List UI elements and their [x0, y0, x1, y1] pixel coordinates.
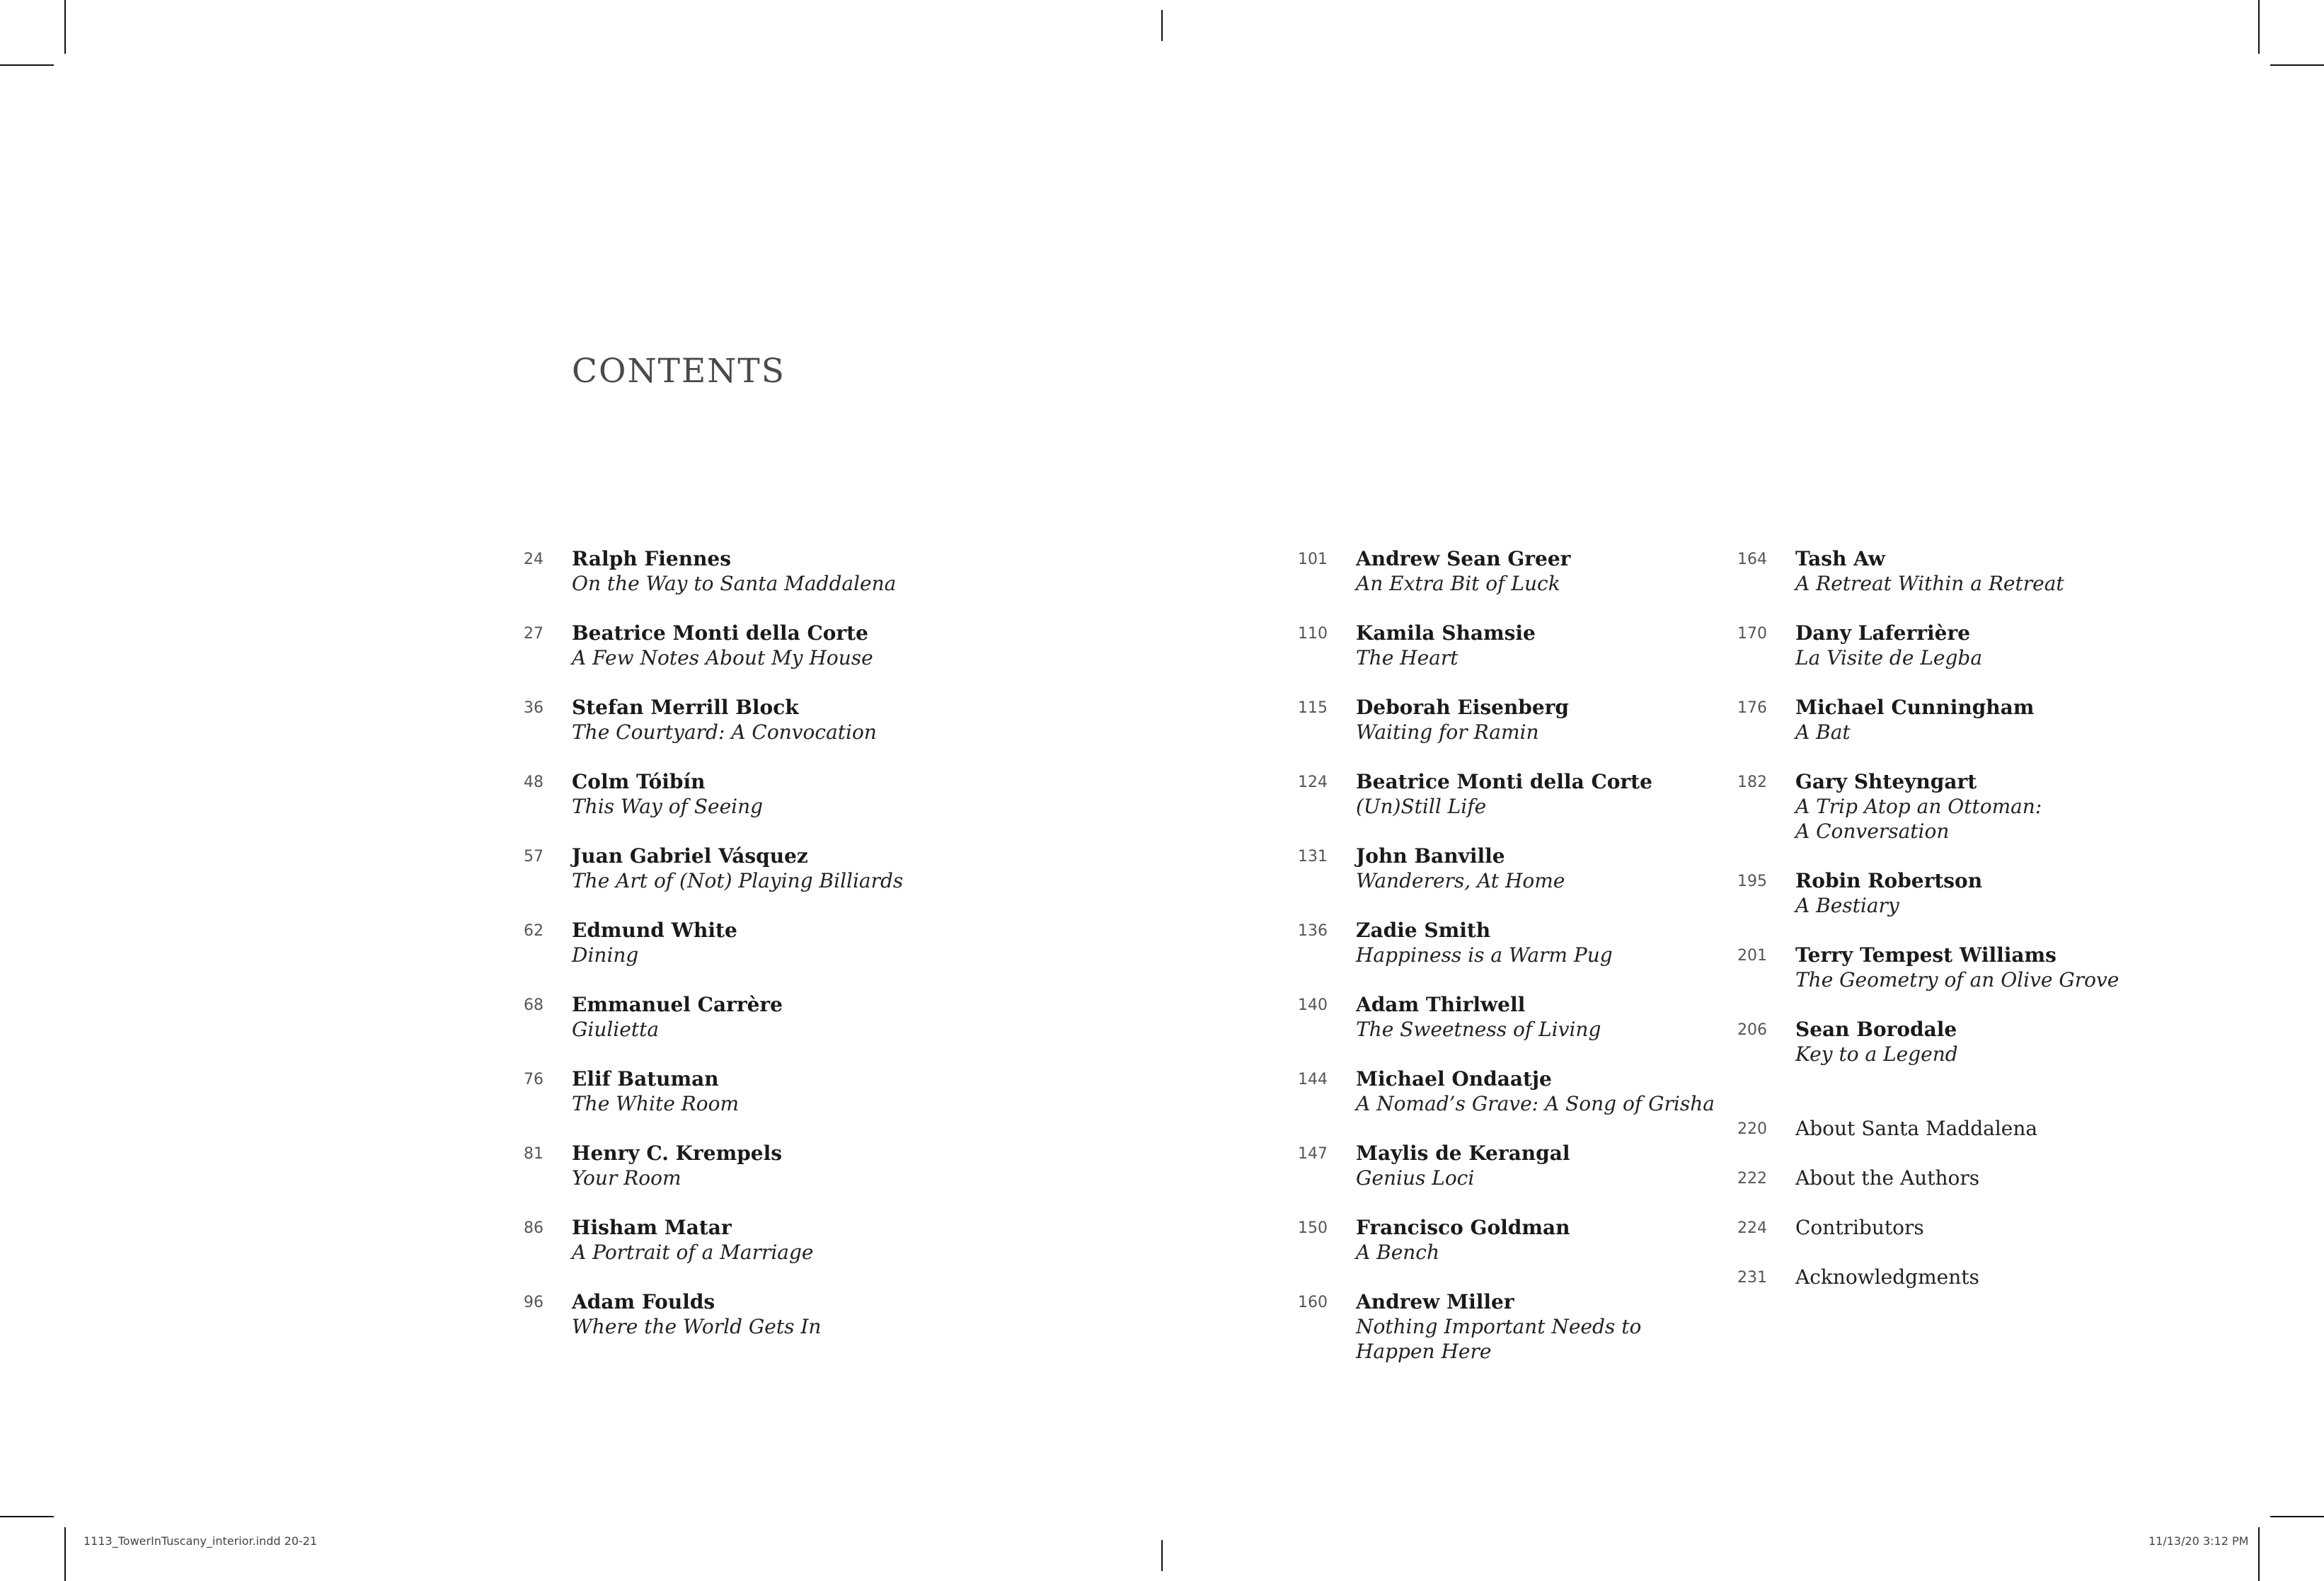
- page-number: 110: [1298, 625, 1328, 643]
- work-title: On the Way to Santa Maddalena: [572, 572, 897, 595]
- work-title: A Bestiary: [1795, 894, 1899, 917]
- crop-mark: [2258, 0, 2260, 54]
- page-title: CONTENTS: [572, 352, 786, 391]
- author-name: Henry C. Krempels: [572, 1142, 783, 1165]
- page-number: 195: [1737, 873, 1767, 890]
- author-name: Michael Ondaatje: [1356, 1067, 1552, 1091]
- page-number: 101: [1298, 551, 1328, 568]
- author-name: Adam Foulds: [572, 1290, 715, 1313]
- work-title: Happiness is a Warm Pug: [1356, 943, 1613, 967]
- page-number: 201: [1737, 947, 1767, 965]
- page-number: 206: [1737, 1021, 1767, 1039]
- page-number: 164: [1737, 551, 1767, 568]
- work-title: Where the World Gets In: [572, 1315, 822, 1338]
- work-title: Nothing Important Needs to: [1356, 1315, 1642, 1338]
- page-number: 131: [1298, 848, 1328, 866]
- crop-mark: [64, 0, 66, 54]
- page-number: 76: [524, 1071, 543, 1088]
- page-number: 140: [1298, 996, 1328, 1014]
- author-name: Andrew Sean Greer: [1356, 547, 1571, 570]
- page-number: 62: [524, 922, 543, 940]
- crop-mark: [0, 1516, 54, 1517]
- author-name: Hisham Matar: [572, 1216, 732, 1239]
- author-name: Adam Thirlwell: [1356, 993, 1526, 1016]
- work-title: The Sweetness of Living: [1356, 1018, 1601, 1041]
- page-number: 136: [1298, 922, 1328, 940]
- page-number: 170: [1737, 625, 1767, 643]
- crop-mark: [2270, 64, 2324, 66]
- page-number: 86: [524, 1219, 543, 1237]
- page-number: 115: [1298, 699, 1328, 717]
- backmatter-label: About Santa Maddalena: [1795, 1117, 2038, 1140]
- work-title: Dining: [572, 943, 639, 967]
- page-number: 160: [1298, 1294, 1328, 1311]
- work-title: The Heart: [1356, 646, 1459, 669]
- author-name: Francisco Goldman: [1356, 1216, 1570, 1239]
- author-name: Colm Tóibín: [572, 770, 706, 793]
- author-name: Maylis de Kerangal: [1356, 1142, 1570, 1165]
- work-title: Waiting for Ramin: [1356, 720, 1539, 744]
- work-title: The White Room: [572, 1092, 740, 1115]
- work-title: The Courtyard: A Convocation: [572, 720, 877, 744]
- author-name: Beatrice Monti della Corte: [572, 621, 868, 645]
- page-number: 220: [1737, 1120, 1767, 1138]
- page-number: 150: [1298, 1219, 1328, 1237]
- work-title-continued: Happen Here: [1356, 1340, 1492, 1363]
- work-title: The Geometry of an Olive Grove: [1795, 968, 2119, 991]
- author-name: Dany Laferrière: [1795, 621, 1971, 645]
- work-title: This Way of Seeing: [572, 795, 764, 818]
- backmatter-label: Acknowledgments: [1795, 1265, 1979, 1289]
- page-number: 48: [524, 774, 543, 791]
- page-number: 24: [524, 551, 543, 568]
- work-title: Giulietta: [572, 1018, 660, 1041]
- page-number: 224: [1737, 1219, 1767, 1237]
- author-name: Juan Gabriel Vásquez: [572, 844, 808, 868]
- author-name: Kamila Shamsie: [1356, 621, 1536, 645]
- author-name: Gary Shteyngart: [1795, 770, 1977, 793]
- page-number: 124: [1298, 774, 1328, 791]
- page-number: 68: [524, 996, 543, 1014]
- work-title: La Visite de Legba: [1795, 646, 1983, 669]
- work-title: A Bench: [1356, 1241, 1440, 1264]
- page-number: 96: [524, 1294, 543, 1311]
- author-name: Stefan Merrill Block: [572, 696, 799, 719]
- page-number: 147: [1298, 1145, 1328, 1163]
- author-name: John Banville: [1356, 844, 1505, 868]
- backmatter-label: About the Authors: [1795, 1166, 1980, 1190]
- work-title: An Extra Bit of Luck: [1356, 572, 1560, 595]
- work-title: A Trip Atop an Ottoman:: [1795, 795, 2042, 818]
- crop-mark: [64, 1527, 66, 1581]
- author-name: Terry Tempest Williams: [1795, 943, 2056, 967]
- page-number: 231: [1737, 1269, 1767, 1287]
- page-number: 81: [524, 1145, 543, 1163]
- author-name: Robin Robertson: [1795, 869, 1983, 892]
- page-number: 176: [1737, 699, 1767, 717]
- crop-mark: [1161, 10, 1163, 41]
- work-title: A Few Notes About My House: [572, 646, 873, 669]
- author-name: Emmanuel Carrère: [572, 993, 783, 1016]
- work-title: Key to a Legend: [1795, 1042, 1958, 1066]
- crop-mark: [2270, 1516, 2324, 1517]
- work-title: A Portrait of a Marriage: [572, 1241, 814, 1264]
- author-name: Sean Borodale: [1795, 1018, 1957, 1041]
- crop-mark: [1161, 1540, 1163, 1571]
- page-number: 182: [1737, 774, 1767, 791]
- author-name: Beatrice Monti della Corte: [1356, 770, 1652, 793]
- backmatter-label: Contributors: [1795, 1216, 1924, 1239]
- work-title: A Retreat Within a Retreat: [1795, 572, 2064, 595]
- work-title: The Art of (Not) Playing Billiards: [572, 869, 904, 892]
- date-slug: 11/13/20 3:12 PM: [2148, 1534, 2249, 1548]
- page-number: 36: [524, 699, 543, 717]
- author-name: Zadie Smith: [1356, 919, 1491, 942]
- crop-mark: [0, 64, 54, 66]
- page-number: 222: [1737, 1170, 1767, 1188]
- file-slug: 1113_TowerInTuscany_interior.indd 20-21: [84, 1534, 318, 1548]
- author-name: Deborah Eisenberg: [1356, 696, 1569, 719]
- author-name: Edmund White: [572, 919, 737, 942]
- author-name: Ralph Fiennes: [572, 547, 731, 570]
- page-number: 27: [524, 625, 543, 643]
- crop-mark: [2258, 1527, 2260, 1581]
- work-title: A Bat: [1795, 720, 1851, 744]
- work-title-continued: A Conversation: [1795, 820, 1950, 843]
- work-title: Genius Loci: [1356, 1166, 1475, 1190]
- author-name: Andrew Miller: [1356, 1290, 1514, 1313]
- work-title: A Nomad’s Grave: A Song of Grisha: [1356, 1092, 1715, 1115]
- page-number: 57: [524, 848, 543, 866]
- work-title: Your Room: [572, 1166, 681, 1190]
- author-name: Tash Aw: [1795, 547, 1885, 570]
- work-title: Wanderers, At Home: [1356, 869, 1565, 892]
- author-name: Michael Cunningham: [1795, 696, 2035, 719]
- author-name: Elif Batuman: [572, 1067, 719, 1091]
- work-title: (Un)Still Life: [1356, 795, 1487, 818]
- page-number: 144: [1298, 1071, 1328, 1088]
